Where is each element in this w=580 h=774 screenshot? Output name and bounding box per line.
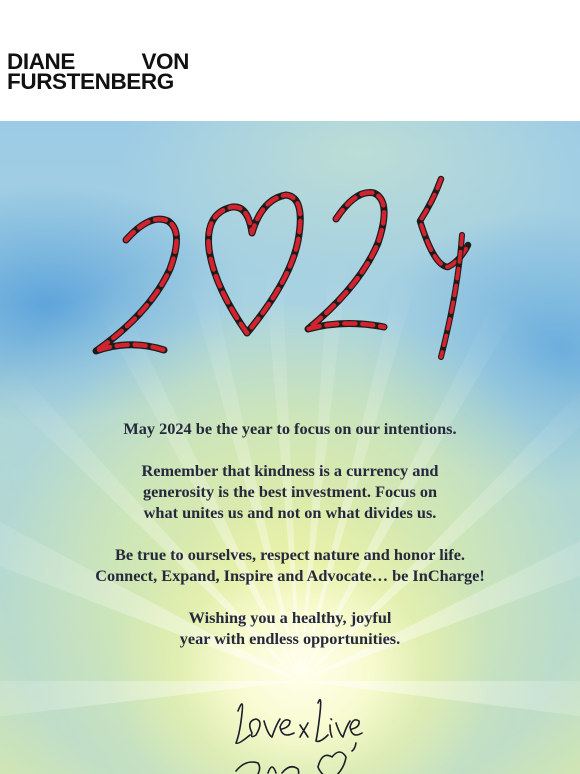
message-paragraph-1: May 2024 be the year to focus on our intentions. — [123, 419, 457, 438]
logo-word-von: VON — [141, 49, 189, 74]
message-paragraph-3: Be true to ourselves, respect nature and honor life. Connect, Expand, Inspire and Advocate… be InCharge! — [95, 545, 485, 585]
logo-word-furstenberg: FURSTENBERG — [7, 69, 174, 94]
header — [0, 0, 580, 121]
message-paragraph-4: Wishing you a healthy, joyful year with endless opportunities. — [179, 608, 401, 648]
logo-line-2 — [7, 69, 189, 94]
hero-banner[interactable] — [0, 121, 580, 774]
logo-word-diane: DIANE — [7, 49, 76, 74]
brand-logo[interactable] — [7, 49, 189, 94]
message-paragraph-2: Remember that kindness is a currency and generosity is the best investment. Focus on what unites us and not on what divides us. — [141, 461, 439, 522]
handwritten-signature — [0, 121, 580, 774]
